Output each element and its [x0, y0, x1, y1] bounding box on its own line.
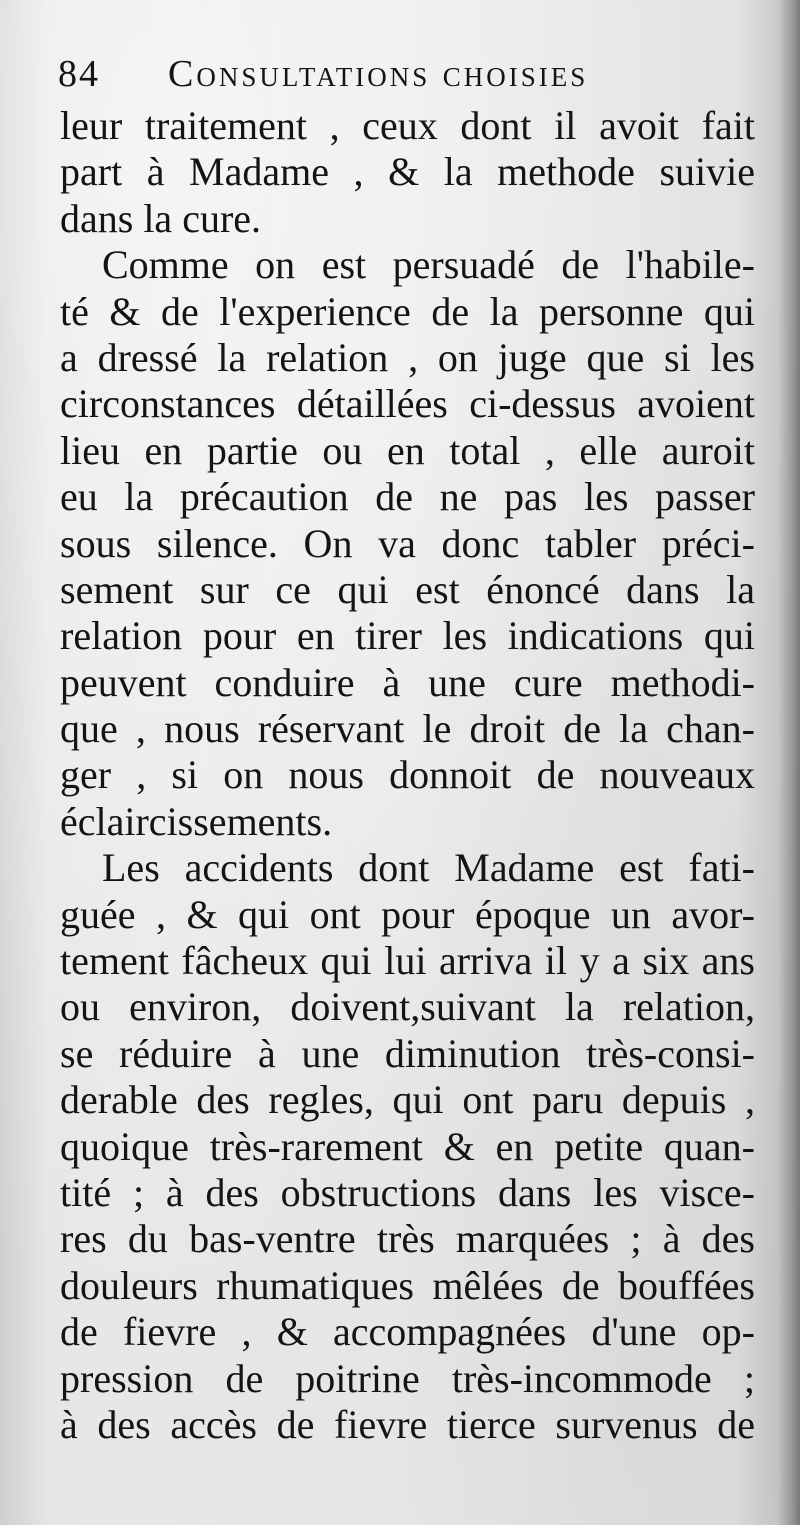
text-line: douleurs rhumatiques mêlées de bouffées	[60, 1262, 755, 1308]
text-line: relation pour en tirer les indications qui	[60, 613, 755, 659]
text-line: tité ; à des obstructions dans les visce-	[60, 1169, 755, 1215]
text-line: tement fâcheux qui lui arriva il y a six ans	[60, 938, 755, 984]
text-line: té & de l'experience de la personne qui	[60, 288, 755, 334]
page-header	[58, 52, 758, 100]
text-line: res du bas-ventre très marquées ; à des	[60, 1216, 755, 1262]
text-line: dans la cure.	[60, 195, 262, 241]
text-line: part à Madame , & la methode suivie	[60, 149, 755, 195]
text-line: ou environ, doivent,suivant la relation,	[60, 984, 755, 1030]
text-line: de fievre , & accompagnées d'une op-	[60, 1309, 755, 1355]
text-line: ger , si on nous donnoit de nouveaux	[60, 752, 755, 798]
text-line: éclaircissements.	[60, 798, 333, 844]
text-line: peuvent conduire à une cure methodi-	[60, 659, 755, 705]
text-line: eu la précaution de ne pas les passer	[60, 474, 755, 520]
text-line: à des accès de fievre tierce survenus de	[60, 1401, 755, 1447]
text-line: se réduire à une diminution très-consi-	[60, 1030, 755, 1076]
text-line: derable des regles, qui ont paru depuis ,	[60, 1077, 755, 1123]
text-line: circonstances détaillées ci-dessus avoient	[60, 381, 755, 427]
body-text	[60, 103, 755, 1448]
text-line: pression de poitrine très-incommode ;	[60, 1355, 755, 1401]
text-line: leur traitement , ceux dont il avoit fait	[60, 103, 755, 148]
page-number: 84	[58, 53, 100, 95]
running-head: Consultations choisies	[168, 53, 589, 95]
page-gutter-shadow	[778, 0, 800, 1525]
text-line: lieu en partie ou en total , elle auroit	[60, 427, 755, 473]
text-line: guée , & qui ont pour époque un avor-	[60, 891, 755, 937]
text-line: Les accidents dont Madame est fati-	[102, 845, 755, 891]
text-line: quoique très-rarement & en petite quan-	[60, 1123, 755, 1169]
text-line: que , nous réservant le droit de la chan-	[60, 706, 755, 752]
text-line: sement sur ce qui est énoncé dans la	[60, 566, 755, 612]
text-line: Comme on est persuadé de l'habile-	[102, 242, 755, 288]
text-line: a dressé la relation , on juge que si les	[60, 334, 755, 380]
text-line: sous silence. On va donc tabler préci-	[60, 520, 755, 566]
